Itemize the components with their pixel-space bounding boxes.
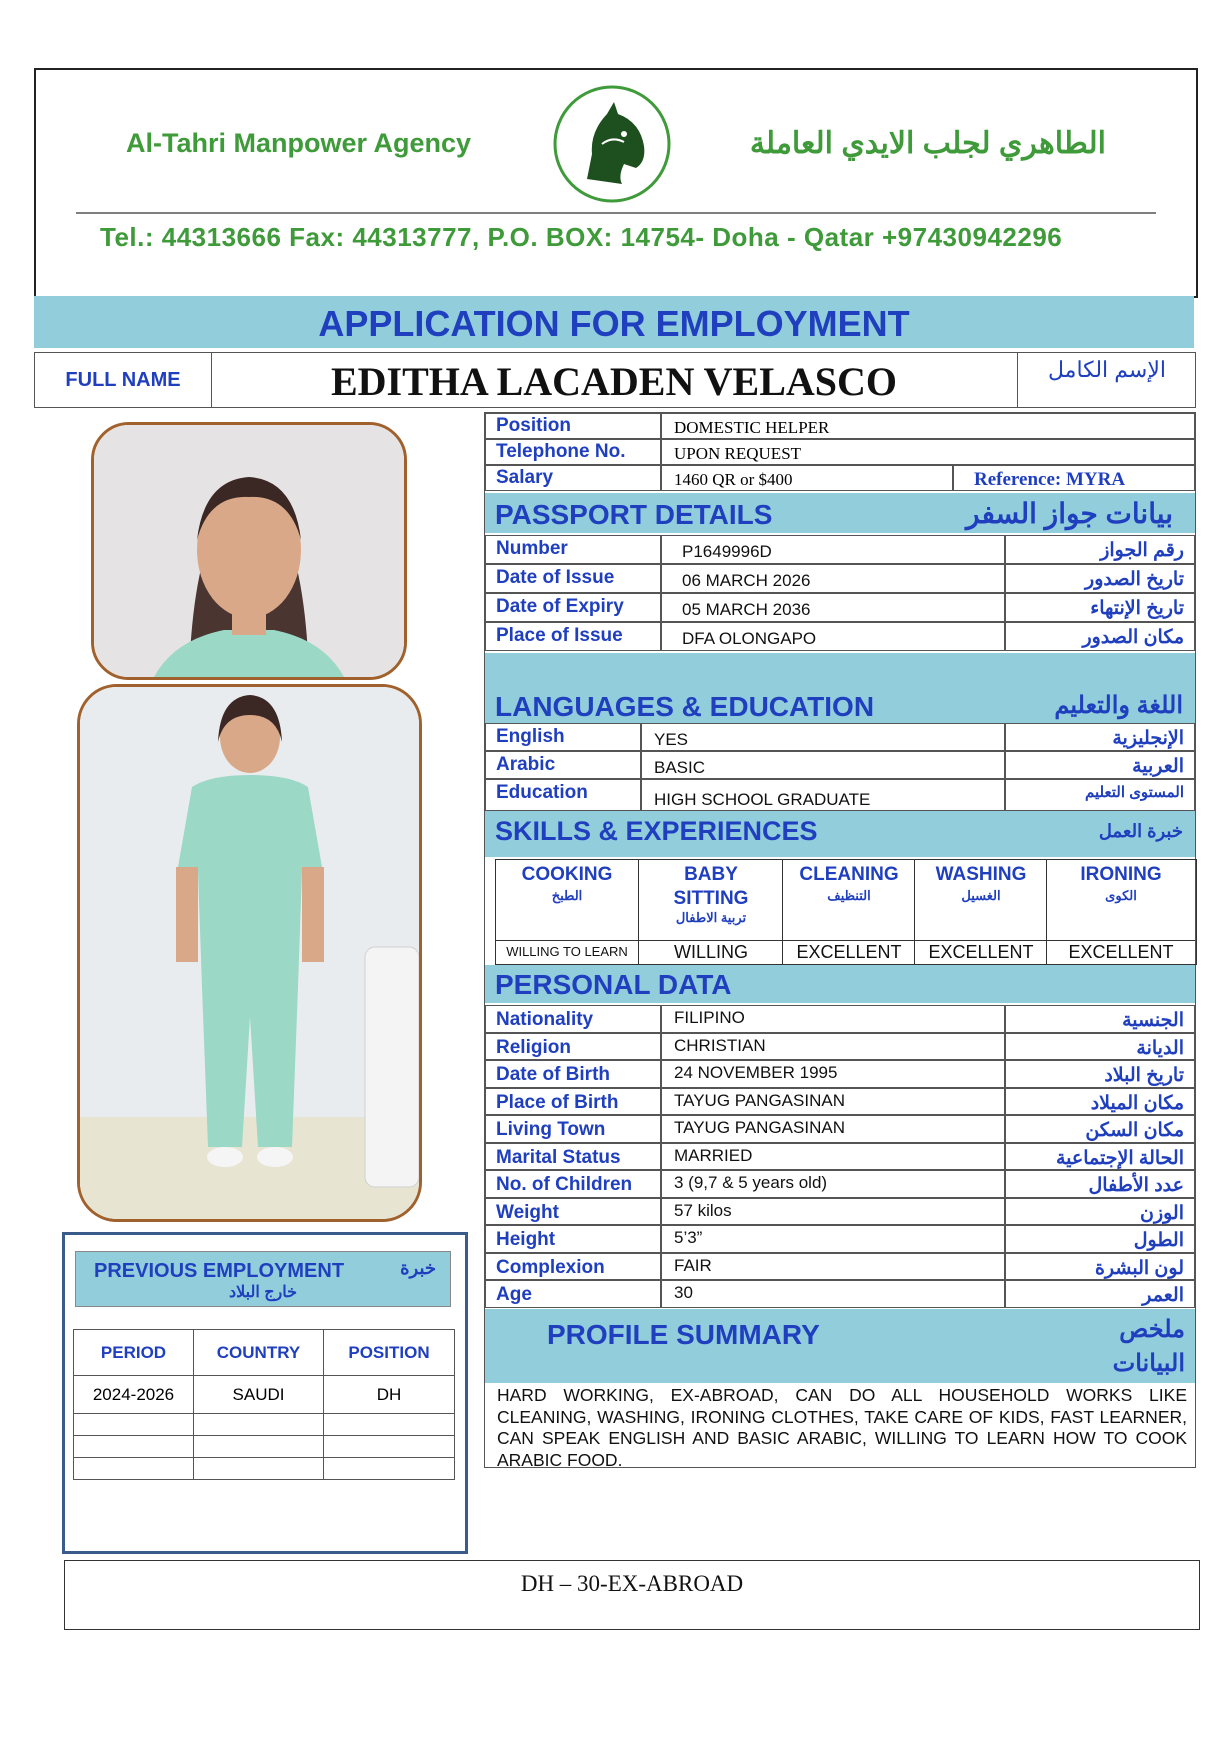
personal-value: 57 kilos bbox=[674, 1200, 732, 1220]
languages-section-header bbox=[485, 653, 1195, 723]
language-label-cell bbox=[485, 723, 641, 751]
personal-label-ar: الديانة bbox=[1136, 1037, 1184, 1059]
prev-header-country: COUNTRY bbox=[194, 1330, 324, 1376]
personal-label-ar: الوزن bbox=[1139, 1202, 1184, 1224]
profile-title-ar-1: ملخص bbox=[1119, 1316, 1185, 1343]
passport-label: Date of Expiry bbox=[496, 596, 624, 617]
skill-level: EXCELLENT bbox=[928, 942, 1034, 962]
personal-value-cell bbox=[661, 1088, 1005, 1116]
previous-employment-header bbox=[75, 1251, 451, 1307]
passport-label-cell bbox=[485, 593, 661, 622]
personal-value-cell bbox=[661, 1253, 1005, 1281]
personal-value-cell bbox=[661, 1198, 1005, 1226]
header-divider bbox=[76, 212, 1156, 214]
skill-name: IRONING bbox=[1080, 864, 1162, 885]
prev-empty-cell bbox=[324, 1436, 455, 1458]
personal-label: Place of Birth bbox=[496, 1091, 619, 1113]
personal-value: 5’3” bbox=[674, 1228, 703, 1247]
personal-label: Nationality bbox=[496, 1009, 594, 1030]
language-ar-cell bbox=[1005, 779, 1195, 811]
languages-title: LANGUAGES & EDUCATION bbox=[495, 691, 875, 722]
job-label-cell bbox=[485, 465, 661, 491]
skill-name: COOKING bbox=[521, 864, 613, 885]
passport-label: Date of Issue bbox=[496, 567, 615, 588]
skill-level: EXCELLENT bbox=[1068, 942, 1174, 962]
passport-label-ar: مكان الصدور bbox=[1082, 627, 1184, 648]
agency-name-en: Al-Tahri Manpower Agency bbox=[126, 128, 472, 158]
personal-label: Age bbox=[496, 1284, 532, 1305]
personal-value-cell bbox=[661, 1033, 1005, 1061]
job-value-cell bbox=[661, 413, 1195, 439]
personal-value-cell bbox=[661, 1115, 1005, 1143]
personal-value: MARRIED bbox=[674, 1145, 753, 1165]
personal-value: FILIPINO bbox=[674, 1008, 745, 1027]
language-label: Education bbox=[496, 782, 588, 803]
previous-employment-table bbox=[73, 1329, 455, 1480]
personal-value: TAYUG PANGASINAN bbox=[674, 1090, 845, 1110]
portrait-photo bbox=[94, 425, 404, 677]
passport-ar-cell bbox=[1005, 593, 1195, 622]
personal-label-cell bbox=[485, 1115, 661, 1143]
skill-name-ar: التنظيف bbox=[827, 888, 871, 903]
passport-value-cell bbox=[661, 564, 1005, 593]
passport-title: PASSPORT DETAILS bbox=[495, 499, 773, 530]
previous-employment-title-ar-1: خبرة bbox=[400, 1258, 436, 1278]
passport-value-cell bbox=[661, 535, 1005, 564]
personal-label: Marital Status bbox=[496, 1146, 621, 1168]
prev-header-position: POSITION bbox=[324, 1330, 455, 1376]
full-name-value: EDITHA LACADEN VELASCO bbox=[330, 359, 898, 404]
job-label-cell bbox=[485, 413, 661, 439]
skill-name-ar: تربية الاطفال bbox=[675, 910, 747, 925]
profile-title-ar-2: البيانات bbox=[1112, 1350, 1185, 1377]
personal-label: Complexion bbox=[496, 1256, 605, 1278]
languages-title-ar: اللغة والتعليم bbox=[1054, 692, 1183, 719]
personal-label-cell bbox=[485, 1280, 661, 1308]
passport-ar-cell bbox=[1005, 622, 1195, 651]
prev-empty-cell bbox=[194, 1458, 324, 1480]
reference-cell bbox=[953, 465, 1195, 491]
profile-text: HARD WORKING, EX-ABROAD, CAN DO ALL HOUSEHOLD WORKS LIKE CLEANING, WASHING, IRONING CLOTHES, TAKE CARE OF KIDS, FAST LEARNER, CAN SPEAK ENGLISH AND BASIC ARABIC, WILLING TO LEARN HOW TO COOK ARABIC FOOD. bbox=[497, 1385, 1187, 1470]
personal-section-header bbox=[485, 965, 1195, 1003]
form-title: APPLICATION FOR EMPLOYMENT bbox=[34, 296, 1194, 348]
personal-value: FAIR bbox=[674, 1255, 712, 1275]
skill-header bbox=[783, 860, 915, 941]
skill-level: WILLING bbox=[673, 942, 748, 962]
job-section bbox=[485, 413, 1195, 491]
personal-value-cell bbox=[661, 1170, 1005, 1198]
personal-label-ar: مكان الميلاد bbox=[1090, 1092, 1184, 1114]
passport-value-cell bbox=[661, 622, 1005, 651]
personal-value-cell bbox=[661, 1280, 1005, 1308]
skills-grid bbox=[495, 859, 1197, 965]
passport-value-cell bbox=[661, 593, 1005, 622]
prev-position: DH bbox=[324, 1376, 455, 1414]
telephone-label: Telephone No. bbox=[496, 441, 626, 462]
personal-ar-cell bbox=[1005, 1225, 1195, 1253]
personal-label-cell bbox=[485, 1143, 661, 1171]
personal-label: Height bbox=[496, 1229, 556, 1250]
prev-empty-cell bbox=[324, 1458, 455, 1480]
prev-empty-cell bbox=[194, 1436, 324, 1458]
skill-name-ar: الكوى bbox=[1105, 888, 1137, 903]
job-value-cell bbox=[661, 465, 953, 491]
personal-value: 24 NOVEMBER 1995 bbox=[674, 1063, 838, 1082]
telephone-value: UPON REQUEST bbox=[674, 444, 802, 463]
prev-country: SAUDI bbox=[194, 1376, 324, 1414]
language-label: English bbox=[496, 726, 565, 747]
personal-label-ar: الطول bbox=[1133, 1230, 1184, 1251]
prev-empty-cell bbox=[74, 1458, 194, 1480]
passport-value: DFA OLONGAPO bbox=[682, 629, 817, 648]
prev-empty-cell bbox=[74, 1414, 194, 1436]
previous-employment-title: PREVIOUS EMPLOYMENT bbox=[94, 1260, 345, 1282]
personal-ar-cell bbox=[1005, 1005, 1195, 1033]
passport-label-cell bbox=[485, 622, 661, 651]
personal-label-cell bbox=[485, 1253, 661, 1281]
position-value: DOMESTIC HELPER bbox=[674, 418, 830, 437]
skills-title-ar: خبرة العمل bbox=[1098, 821, 1183, 841]
personal-label-cell bbox=[485, 1225, 661, 1253]
language-value: YES bbox=[654, 730, 689, 749]
personal-label-ar: لون البشرة bbox=[1094, 1257, 1184, 1279]
passport-value: P1649996D bbox=[682, 542, 772, 561]
personal-label-ar: مكان السكن bbox=[1085, 1120, 1184, 1141]
personal-label-cell bbox=[485, 1060, 661, 1088]
reference-value: Reference: MYRA bbox=[974, 469, 1126, 490]
skill-level: WILLING TO LEARN bbox=[506, 944, 628, 959]
portrait-photo-frame bbox=[91, 422, 407, 680]
salary-value: 1460 QR or $400 bbox=[674, 470, 793, 489]
passport-label-cell bbox=[485, 564, 661, 593]
passport-label: Number bbox=[496, 538, 568, 559]
language-label-ar: المستوى التعليم bbox=[1085, 784, 1184, 801]
language-value: BASIC bbox=[654, 758, 706, 777]
language-value-cell bbox=[641, 723, 1005, 751]
skill-column bbox=[1046, 860, 1195, 964]
personal-label-ar: العمر bbox=[1142, 1285, 1184, 1306]
personal-label-ar: عدد الأطفال bbox=[1088, 1175, 1184, 1196]
language-label-ar: العربية bbox=[1132, 756, 1184, 777]
full-name-label: FULL NAME bbox=[35, 353, 212, 407]
personal-label-ar: الجنسية bbox=[1122, 1010, 1184, 1031]
skill-name-2: SITTING bbox=[673, 888, 749, 909]
prev-empty-cell bbox=[194, 1414, 324, 1436]
footer-code: DH – 30-EX-ABROAD bbox=[520, 1571, 744, 1596]
passport-label-ar: تاريخ الصدور bbox=[1085, 569, 1184, 590]
prev-empty-cell bbox=[74, 1436, 194, 1458]
previous-employment-box bbox=[62, 1232, 468, 1554]
personal-label-ar: تاريخ البلاد bbox=[1104, 1065, 1184, 1086]
full-name-row bbox=[34, 352, 1196, 408]
details-panel bbox=[484, 412, 1196, 1468]
skills-section-header bbox=[485, 811, 1195, 857]
skills-title: SKILLS & EXPERIENCES bbox=[495, 816, 818, 846]
personal-title: PERSONAL DATA bbox=[495, 969, 732, 1000]
personal-label: Date of Birth bbox=[496, 1064, 610, 1085]
skill-header bbox=[639, 860, 783, 941]
language-value-cell bbox=[641, 751, 1005, 779]
personal-value: CHRISTIAN bbox=[674, 1035, 766, 1055]
language-label: Arabic bbox=[496, 754, 556, 775]
skill-header bbox=[496, 860, 638, 941]
skill-header bbox=[1047, 860, 1195, 941]
personal-ar-cell bbox=[1005, 1280, 1195, 1308]
previous-employment-title-ar-2: خارج البلاد bbox=[228, 1284, 298, 1301]
personal-label-cell bbox=[485, 1033, 661, 1061]
passport-section-header bbox=[485, 493, 1195, 533]
personal-label-ar: الحالة الإجتماعية bbox=[1056, 1147, 1184, 1169]
skill-column bbox=[782, 860, 915, 964]
position-label: Position bbox=[496, 415, 571, 436]
personal-label-cell bbox=[485, 1005, 661, 1033]
prev-header-period: PERIOD bbox=[74, 1330, 194, 1376]
personal-label-cell bbox=[485, 1170, 661, 1198]
personal-label: Religion bbox=[496, 1036, 571, 1058]
personal-label: Living Town bbox=[496, 1119, 606, 1140]
passport-ar-cell bbox=[1005, 564, 1195, 593]
profile-title: PROFILE SUMMARY bbox=[547, 1319, 820, 1350]
agency-name-ar: الطاهري لجلب الايدي العاملة bbox=[749, 127, 1106, 160]
language-value-cell bbox=[641, 779, 1005, 811]
full-body-photo bbox=[80, 687, 419, 1219]
skill-name-ar: الطبخ bbox=[551, 888, 583, 903]
personal-label: Weight bbox=[496, 1201, 559, 1223]
personal-label-cell bbox=[485, 1198, 661, 1226]
prev-period: 2024-2026 bbox=[74, 1376, 194, 1414]
prev-empty-cell bbox=[324, 1414, 455, 1436]
profile-section-header bbox=[485, 1309, 1195, 1383]
passport-title-ar: بيانات جواز السفر bbox=[966, 498, 1173, 529]
salary-label: Salary bbox=[496, 467, 554, 488]
skill-name: CLEANING bbox=[799, 864, 899, 885]
personal-value-cell bbox=[661, 1060, 1005, 1088]
horse-head-logo-icon bbox=[552, 84, 672, 204]
personal-ar-cell bbox=[1005, 1170, 1195, 1198]
skill-name-ar: الغسيل bbox=[961, 888, 1001, 903]
language-ar-cell bbox=[1005, 723, 1195, 751]
personal-label-cell bbox=[485, 1088, 661, 1116]
skill-column bbox=[914, 860, 1047, 964]
language-label-cell bbox=[485, 779, 641, 811]
skill-name: WASHING bbox=[935, 864, 1027, 885]
personal-ar-cell bbox=[1005, 1033, 1195, 1061]
footer-box bbox=[64, 1560, 1200, 1630]
personal-ar-cell bbox=[1005, 1115, 1195, 1143]
language-label-cell bbox=[485, 751, 641, 779]
passport-label-ar: رقم الجواز bbox=[1100, 540, 1184, 561]
passport-label-ar: تاريخ الإنتهاء bbox=[1090, 598, 1184, 619]
personal-ar-cell bbox=[1005, 1198, 1195, 1226]
personal-ar-cell bbox=[1005, 1143, 1195, 1171]
agency-contact: Tel.: 44313666 Fax: 44313777, P.O. BOX: 14754- Doha - Qatar +97430942296 bbox=[100, 222, 1063, 252]
passport-value: 06 MARCH 2026 bbox=[682, 571, 811, 590]
job-label-cell bbox=[485, 439, 661, 465]
skill-header bbox=[915, 860, 1047, 941]
personal-ar-cell bbox=[1005, 1088, 1195, 1116]
skill-level: EXCELLENT bbox=[796, 942, 902, 962]
personal-label: No. of Children bbox=[496, 1174, 633, 1195]
personal-value-cell bbox=[661, 1225, 1005, 1253]
personal-value: 30 bbox=[674, 1283, 693, 1302]
language-ar-cell bbox=[1005, 751, 1195, 779]
personal-ar-cell bbox=[1005, 1253, 1195, 1281]
skill-name: BABY bbox=[684, 864, 738, 885]
passport-value: 05 MARCH 2036 bbox=[682, 600, 811, 619]
job-value-cell bbox=[661, 439, 1195, 465]
personal-value-cell bbox=[661, 1005, 1005, 1033]
passport-label: Place of Issue bbox=[496, 625, 623, 646]
passport-ar-cell bbox=[1005, 535, 1195, 564]
personal-ar-cell bbox=[1005, 1060, 1195, 1088]
full-name-label-ar: الإسم الكامل bbox=[1017, 353, 1196, 407]
personal-value: TAYUG PANGASINAN bbox=[674, 1118, 845, 1137]
personal-value: 3 (9,7 & 5 years old) bbox=[674, 1173, 828, 1192]
skill-column bbox=[496, 860, 638, 964]
language-value: HIGH SCHOOL GRADUATE bbox=[654, 790, 871, 809]
passport-label-cell bbox=[485, 535, 661, 564]
full-body-photo-frame bbox=[77, 684, 422, 1222]
personal-value-cell bbox=[661, 1143, 1005, 1171]
agency-header bbox=[34, 68, 1198, 298]
language-label-ar: الإنجليزية bbox=[1112, 728, 1184, 749]
skill-column bbox=[638, 860, 783, 964]
